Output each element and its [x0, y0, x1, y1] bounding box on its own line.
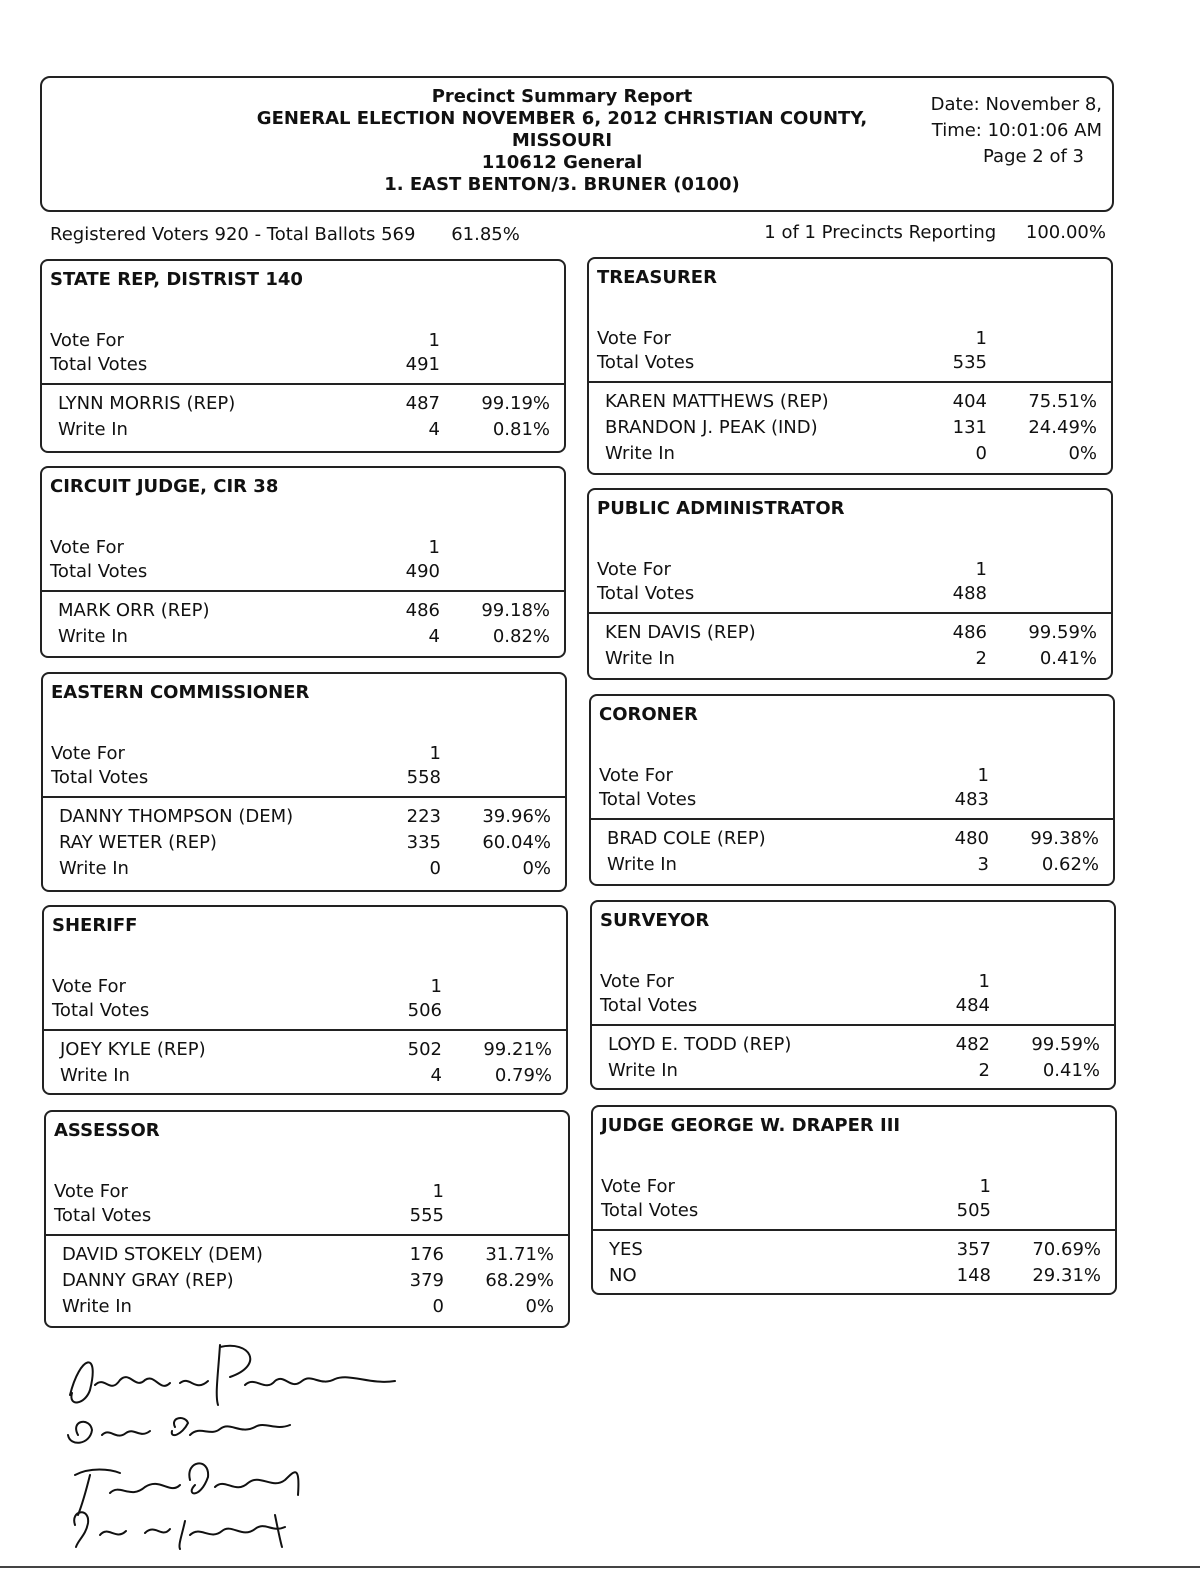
candidate-row	[59, 856, 565, 882]
vote-for-label: Vote For	[597, 328, 671, 349]
race-meta	[52, 975, 566, 1023]
candidate-row	[608, 1032, 1114, 1058]
candidate-row	[58, 417, 564, 443]
vote-for-value: 1	[979, 1176, 991, 1197]
candidate-votes: 223	[406, 806, 441, 827]
candidate-percent: 99.19%	[481, 393, 550, 414]
candidate-votes: 486	[405, 600, 440, 621]
candidate-percent: 24.49%	[1028, 417, 1097, 438]
total-votes-label: Total Votes	[50, 561, 148, 582]
vote-for-row	[50, 536, 564, 560]
race-box	[44, 1110, 570, 1328]
race-meta	[54, 1180, 568, 1228]
candidate-list	[605, 620, 1111, 672]
candidate-percent: 75.51%	[1028, 391, 1097, 412]
candidate-row	[58, 598, 564, 624]
race-box	[587, 257, 1113, 475]
registered-voters: Registered Voters 920 - Total Ballots 569	[50, 224, 416, 245]
candidate-name: KAREN MATTHEWS (REP)	[605, 391, 829, 412]
race-title: EASTERN COMMISSIONER	[51, 682, 310, 703]
candidate-list	[605, 389, 1111, 467]
race-divider	[42, 383, 564, 385]
candidate-percent: 0%	[1068, 443, 1097, 464]
candidate-name: LYNN MORRIS (REP)	[58, 393, 236, 414]
candidate-row	[58, 391, 564, 417]
precinct-name: 1. EAST BENTON/3. BRUNER (0100)	[384, 174, 740, 195]
total-votes-label: Total Votes	[601, 1200, 699, 1221]
candidate-percent: 0%	[525, 1296, 554, 1317]
candidate-percent: 99.59%	[1031, 1034, 1100, 1055]
total-votes-row	[52, 999, 566, 1023]
candidate-row	[62, 1242, 568, 1268]
candidate-percent: 99.59%	[1028, 622, 1097, 643]
candidate-percent: 0.41%	[1042, 1060, 1100, 1081]
candidate-name: Write In	[60, 1065, 130, 1086]
candidate-percent: 99.21%	[483, 1039, 552, 1060]
race-meta	[50, 536, 564, 584]
candidate-percent: 99.18%	[481, 600, 550, 621]
candidate-votes: 0	[429, 858, 441, 879]
vote-for-label: Vote For	[50, 330, 124, 351]
race-meta	[601, 1175, 1115, 1223]
race-divider	[589, 612, 1111, 614]
race-box	[42, 905, 568, 1095]
candidate-row	[608, 1058, 1114, 1084]
total-votes-row	[50, 353, 564, 377]
candidate-row	[605, 441, 1111, 467]
vote-for-value: 1	[428, 330, 440, 351]
candidate-votes: 4	[430, 1065, 442, 1086]
total-votes-value: 558	[406, 767, 441, 788]
vote-for-value: 1	[978, 971, 990, 992]
candidate-list	[607, 826, 1113, 878]
candidate-name: YES	[609, 1239, 643, 1260]
vote-for-row	[600, 970, 1114, 994]
total-votes-value: 505	[956, 1200, 991, 1221]
candidate-name: Write In	[607, 854, 677, 875]
election-state: MISSOURI	[511, 130, 613, 151]
race-divider	[42, 590, 564, 592]
report-time: Time: 10:01:06 AM	[931, 120, 1102, 141]
precincts-reporting: 1 of 1 Precincts Reporting	[764, 222, 997, 243]
candidate-percent: 60.04%	[482, 832, 551, 853]
candidate-row	[605, 620, 1111, 646]
vote-for-label: Vote For	[600, 971, 674, 992]
candidate-votes: 480	[954, 828, 989, 849]
candidate-name: Write In	[58, 419, 128, 440]
reporting-summary	[764, 222, 1106, 243]
candidate-votes: 4	[428, 419, 440, 440]
report-title: Precinct Summary Report	[431, 86, 693, 107]
total-votes-row	[601, 1199, 1115, 1223]
candidate-name: MARK ORR (REP)	[58, 600, 210, 621]
candidate-percent: 0.62%	[1041, 854, 1099, 875]
vote-for-row	[597, 327, 1111, 351]
candidate-percent: 70.69%	[1032, 1239, 1101, 1260]
total-votes-value: 488	[952, 583, 987, 604]
candidate-row	[609, 1237, 1115, 1263]
candidate-votes: 2	[975, 648, 987, 669]
race-meta	[597, 558, 1111, 606]
candidate-row	[62, 1268, 568, 1294]
total-votes-label: Total Votes	[600, 995, 698, 1016]
vote-for-value: 1	[432, 1181, 444, 1202]
candidate-list	[609, 1237, 1115, 1289]
candidate-percent: 39.96%	[482, 806, 551, 827]
candidate-name: DAVID STOKELY (DEM)	[62, 1244, 263, 1265]
candidate-name: Write In	[608, 1060, 678, 1081]
total-votes-value: 484	[955, 995, 990, 1016]
race-box	[41, 672, 567, 892]
race-title: ASSESSOR	[54, 1120, 160, 1141]
race-title: TREASURER	[597, 267, 717, 288]
vote-for-value: 1	[977, 765, 989, 786]
total-votes-row	[597, 582, 1111, 606]
total-votes-row	[54, 1204, 568, 1228]
candidate-name: DANNY GRAY (REP)	[62, 1270, 234, 1291]
candidate-name: JOEY KYLE (REP)	[60, 1039, 206, 1060]
candidate-row	[605, 389, 1111, 415]
signatures	[50, 1335, 410, 1565]
candidate-votes: 2	[978, 1060, 990, 1081]
race-divider	[592, 1024, 1114, 1026]
race-divider	[46, 1234, 568, 1236]
race-box	[40, 466, 566, 658]
candidate-row	[605, 646, 1111, 672]
vote-for-row	[51, 742, 565, 766]
candidate-percent: 31.71%	[485, 1244, 554, 1265]
race-meta	[599, 764, 1113, 812]
candidate-name: LOYD E. TODD (REP)	[608, 1034, 792, 1055]
candidate-row	[59, 830, 565, 856]
report-datetime	[912, 92, 1102, 170]
vote-for-row	[601, 1175, 1115, 1199]
candidate-row	[62, 1294, 568, 1320]
candidate-votes: 176	[409, 1244, 444, 1265]
race-title: CORONER	[599, 704, 698, 725]
candidate-votes: 502	[407, 1039, 442, 1060]
candidate-name: BRANDON J. PEAK (IND)	[605, 417, 818, 438]
candidate-votes: 3	[977, 854, 989, 875]
candidate-name: BRAD COLE (REP)	[607, 828, 766, 849]
vote-for-value: 1	[975, 559, 987, 580]
candidate-votes: 379	[409, 1270, 444, 1291]
vote-for-value: 1	[975, 328, 987, 349]
candidate-list	[58, 598, 564, 650]
ballot-summary	[50, 224, 520, 245]
election-code: 110612 General	[481, 152, 643, 173]
candidate-votes: 131	[952, 417, 987, 438]
total-votes-value: 535	[952, 352, 987, 373]
candidate-votes: 482	[955, 1034, 990, 1055]
vote-for-row	[597, 558, 1111, 582]
candidate-list	[59, 804, 565, 882]
total-votes-label: Total Votes	[51, 767, 149, 788]
candidate-votes: 404	[952, 391, 987, 412]
race-title: PUBLIC ADMINISTRATOR	[597, 498, 845, 519]
candidate-votes: 486	[952, 622, 987, 643]
candidate-row	[607, 826, 1113, 852]
candidate-votes: 0	[432, 1296, 444, 1317]
total-votes-value: 555	[409, 1205, 444, 1226]
candidate-name: KEN DAVIS (REP)	[605, 622, 756, 643]
total-votes-value: 491	[405, 354, 440, 375]
candidate-name: RAY WETER (REP)	[59, 832, 217, 853]
candidate-percent: 0.82%	[492, 626, 550, 647]
report-header	[40, 76, 1114, 212]
total-votes-row	[597, 351, 1111, 375]
total-votes-label: Total Votes	[599, 789, 697, 810]
race-box	[40, 259, 566, 453]
candidate-percent: 99.38%	[1030, 828, 1099, 849]
vote-for-label: Vote For	[601, 1176, 675, 1197]
race-box	[587, 488, 1113, 680]
total-votes-row	[50, 560, 564, 584]
candidate-name: Write In	[62, 1296, 132, 1317]
candidate-votes: 357	[956, 1239, 991, 1260]
race-meta	[50, 329, 564, 377]
page-bottom-rule	[0, 1566, 1200, 1568]
report-date: Date: November 8,	[930, 94, 1102, 115]
race-box	[591, 1105, 1117, 1295]
total-votes-value: 483	[954, 789, 989, 810]
vote-for-value: 1	[428, 537, 440, 558]
vote-for-label: Vote For	[597, 559, 671, 580]
candidate-name: Write In	[58, 626, 128, 647]
candidate-votes: 148	[956, 1265, 991, 1286]
vote-for-row	[50, 329, 564, 353]
page-number: Page 2 of 3	[983, 146, 1084, 167]
candidate-row	[58, 624, 564, 650]
turnout-percent: 61.85%	[451, 224, 520, 245]
candidate-list	[60, 1037, 566, 1089]
candidate-name: DANNY THOMPSON (DEM)	[59, 806, 294, 827]
candidate-row	[605, 415, 1111, 441]
candidate-row	[607, 852, 1113, 878]
vote-for-label: Vote For	[599, 765, 673, 786]
total-votes-row	[51, 766, 565, 790]
candidate-row	[60, 1063, 566, 1089]
candidate-percent: 0%	[522, 858, 551, 879]
candidate-name: Write In	[605, 648, 675, 669]
race-title: STATE REP, DISTRIST 140	[50, 269, 303, 290]
total-votes-row	[600, 994, 1114, 1018]
vote-for-row	[54, 1180, 568, 1204]
race-title: SHERIFF	[52, 915, 138, 936]
total-votes-label: Total Votes	[52, 1000, 150, 1021]
candidate-votes: 0	[975, 443, 987, 464]
candidate-list	[58, 391, 564, 443]
vote-for-label: Vote For	[51, 743, 125, 764]
candidate-row	[59, 804, 565, 830]
vote-for-value: 1	[430, 976, 442, 997]
candidate-row	[60, 1037, 566, 1063]
candidate-percent: 68.29%	[485, 1270, 554, 1291]
race-box	[589, 694, 1115, 886]
race-box	[590, 900, 1116, 1090]
race-divider	[589, 381, 1111, 383]
candidate-row	[609, 1263, 1115, 1289]
candidate-name: Write In	[59, 858, 129, 879]
total-votes-value: 490	[405, 561, 440, 582]
total-votes-label: Total Votes	[597, 583, 695, 604]
reporting-percent: 100.00%	[1025, 222, 1106, 243]
candidate-percent: 0.81%	[492, 419, 550, 440]
vote-for-row	[599, 764, 1113, 788]
race-title: JUDGE GEORGE W. DRAPER III	[601, 1115, 901, 1136]
candidate-name: NO	[609, 1265, 637, 1286]
race-divider	[591, 818, 1113, 820]
candidate-votes: 487	[405, 393, 440, 414]
header-title-block	[222, 86, 902, 196]
total-votes-value: 506	[407, 1000, 442, 1021]
race-divider	[43, 796, 565, 798]
total-votes-row	[599, 788, 1113, 812]
candidate-votes: 335	[406, 832, 441, 853]
total-votes-label: Total Votes	[50, 354, 148, 375]
candidate-list	[608, 1032, 1114, 1084]
candidate-percent: 29.31%	[1032, 1265, 1101, 1286]
race-meta	[51, 742, 565, 790]
vote-for-value: 1	[429, 743, 441, 764]
election-name: GENERAL ELECTION NOVEMBER 6, 2012 CHRISTIAN COUNTY,	[256, 108, 868, 129]
vote-for-row	[52, 975, 566, 999]
race-meta	[597, 327, 1111, 375]
vote-for-label: Vote For	[54, 1181, 128, 1202]
race-divider	[44, 1029, 566, 1031]
vote-for-label: Vote For	[50, 537, 124, 558]
candidate-percent: 0.41%	[1039, 648, 1097, 669]
race-title: CIRCUIT JUDGE, CIR 38	[50, 476, 279, 497]
candidate-list	[62, 1242, 568, 1320]
race-meta	[600, 970, 1114, 1018]
race-divider	[593, 1229, 1115, 1231]
candidate-name: Write In	[605, 443, 675, 464]
vote-for-label: Vote For	[52, 976, 126, 997]
total-votes-label: Total Votes	[54, 1205, 152, 1226]
candidate-votes: 4	[428, 626, 440, 647]
race-title: SURVEYOR	[600, 910, 710, 931]
total-votes-label: Total Votes	[597, 352, 695, 373]
candidate-percent: 0.79%	[494, 1065, 552, 1086]
